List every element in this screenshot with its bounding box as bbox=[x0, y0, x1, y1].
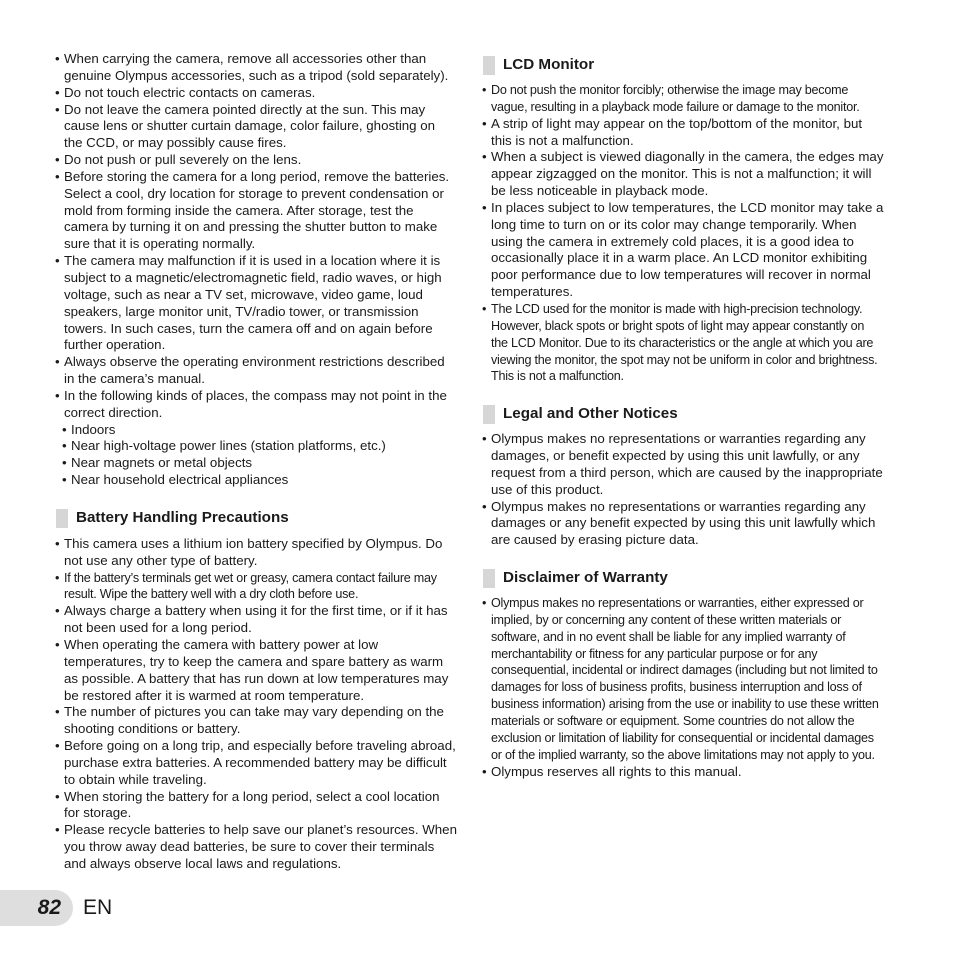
list-item: • When operating the camera with battery power at low temperatures, try to keep the camera and spare battery as warm as possible. A battery that has run down at low temperatures may be restored after it is warmed at room temperature. bbox=[55, 637, 457, 704]
list-item: • When carrying the camera, remove all accessories other than genuine Olympus accessories, such as a tripod (sold separately). bbox=[55, 51, 457, 85]
battery-section-heading: Battery Handling Precautions bbox=[55, 508, 457, 527]
list-item: • Olympus makes no representations or warranties, either expressed or implied, by or concerning any content of these written materials or software, and in no event shall be liable for any implied warranty of merchantability or fitness for any particular purpose or for any consequential, incidental or indirect damages (including but not limited to damages for loss of business profits, business interruption and loss of business information) arising from the use or inability to use these written materials or software or equipment. Some countries do not allow the exclusion or limitation of liability for consequential or incidental damages or of the implied warranty, so the above limitations may not apply to you. bbox=[482, 595, 884, 763]
battery-precautions-list bbox=[55, 536, 457, 873]
list-item: • Before storing the camera for a long period, remove the batteries. Select a cool, dry location for storage to prevent condensation or mold from forming inside the camera. After storage, test the camera by turning it on and pressing the shutter button to make sure that it is operating normally. bbox=[55, 169, 457, 253]
right-column bbox=[482, 51, 884, 780]
list-item: • This camera uses a lithium ion battery specified by Olympus. Do not use any other type of battery. bbox=[55, 536, 457, 570]
list-item: • When storing the battery for a long period, select a cool location for storage. bbox=[55, 789, 457, 823]
legal-section-heading: Legal and Other Notices bbox=[482, 404, 884, 423]
legal-notices-list bbox=[482, 431, 884, 549]
list-item: • Olympus makes no representations or warranties regarding any damages or any benefit expected by using this unit lawfully which are caused by erasing picture data. bbox=[482, 499, 884, 550]
page-footer bbox=[0, 890, 200, 926]
list-item-compass bbox=[55, 388, 457, 489]
general-precautions-list bbox=[55, 51, 457, 489]
sub-list-item: • Near magnets or metal objects bbox=[55, 455, 457, 472]
list-item: • Olympus reserves all rights to this manual. bbox=[482, 764, 884, 781]
list-item: • Always observe the operating environment restrictions described in the camera’s manual. bbox=[55, 354, 457, 388]
list-item: • Do not push the monitor forcibly; otherwise the image may become vague, resulting in a playback mode failure or damage to the monitor. bbox=[482, 82, 884, 116]
lcd-notes-list bbox=[482, 82, 884, 385]
disclaimer-section-heading: Disclaimer of Warranty bbox=[482, 568, 884, 587]
page-number: 82 bbox=[37, 896, 61, 919]
list-item: • Please recycle batteries to help save our planet’s resources. When you throw away dead batteries, be sure to cover their terminals and always observe local laws and regulations. bbox=[55, 822, 457, 873]
page-number-tab bbox=[0, 890, 73, 926]
section-marker bbox=[483, 569, 495, 588]
lcd-section-heading: LCD Monitor bbox=[482, 55, 884, 74]
sub-list-item: • Indoors bbox=[55, 422, 457, 439]
sub-list-item: • Near household electrical appliances bbox=[55, 472, 457, 489]
compass-intro-text: In the following kinds of places, the compass may not point in the correct direction. bbox=[64, 387, 447, 420]
left-column bbox=[55, 51, 457, 873]
section-marker bbox=[56, 509, 68, 528]
compass-places-list bbox=[64, 422, 457, 489]
list-item: • Always charge a battery when using it for the first time, or if it has not been used for a long period. bbox=[55, 603, 457, 637]
list-item: • The number of pictures you can take may vary depending on the shooting conditions or battery. bbox=[55, 704, 457, 738]
list-item: • Do not leave the camera pointed directly at the sun. This may cause lens or shutter curtain damage, color failure, ghosting on the CCD, or may possibly cause fires. bbox=[55, 102, 457, 153]
disclaimer-list bbox=[482, 595, 884, 780]
list-item: • Do not touch electric contacts on cameras. bbox=[55, 85, 457, 102]
list-item: • In places subject to low temperatures, the LCD monitor may take a long time to turn on or its color may change temporarily. When using the camera in extremely cold places, it is a good idea to occasionally place it in a warm place. An LCD monitor exhibiting poor performance due to low temperatures will recover in normal temperatures. bbox=[482, 200, 884, 301]
list-item: • When a subject is viewed diagonally in the camera, the edges may appear zigzagged on the monitor. This is not a malfunction; it will be less noticeable in playback mode. bbox=[482, 149, 884, 200]
list-item: • Do not push or pull severely on the lens. bbox=[55, 152, 457, 169]
section-marker bbox=[483, 56, 495, 75]
language-label: EN bbox=[83, 896, 113, 919]
list-item: • The camera may malfunction if it is used in a location where it is subject to a magnetic/electromagnetic field, radio waves, or high voltage, such as near a TV set, microwave, video game, loud speakers, large monitor unit, TV/radio tower, or transmission towers. In such cases, turn the camera off and on again before further operation. bbox=[55, 253, 457, 354]
list-item: • A strip of light may appear on the top/bottom of the monitor, but this is not a malfunction. bbox=[482, 116, 884, 150]
section-marker bbox=[483, 405, 495, 424]
list-item: • Before going on a long trip, and especially before traveling abroad, purchase extra batteries. A recommended battery may be difficult to obtain while traveling. bbox=[55, 738, 457, 789]
list-item: • If the battery’s terminals get wet or greasy, camera contact failure may result. Wipe the battery well with a dry cloth before use. bbox=[55, 570, 457, 604]
list-item: • Olympus makes no representations or warranties regarding any damages, or benefit expected by using this unit lawfully, or any request from a third person, which are caused by the inappropriate use of this product. bbox=[482, 431, 884, 498]
list-item: • The LCD used for the monitor is made with high-precision technology. However, black spots or bright spots of light may appear constantly on the LCD Monitor. Due to its characteristics or the angle at which you are viewing the monitor, the spot may not be uniform in color and brightness. This is not a malfunction. bbox=[482, 301, 884, 385]
sub-list-item: • Near high-voltage power lines (station platforms, etc.) bbox=[55, 438, 457, 455]
